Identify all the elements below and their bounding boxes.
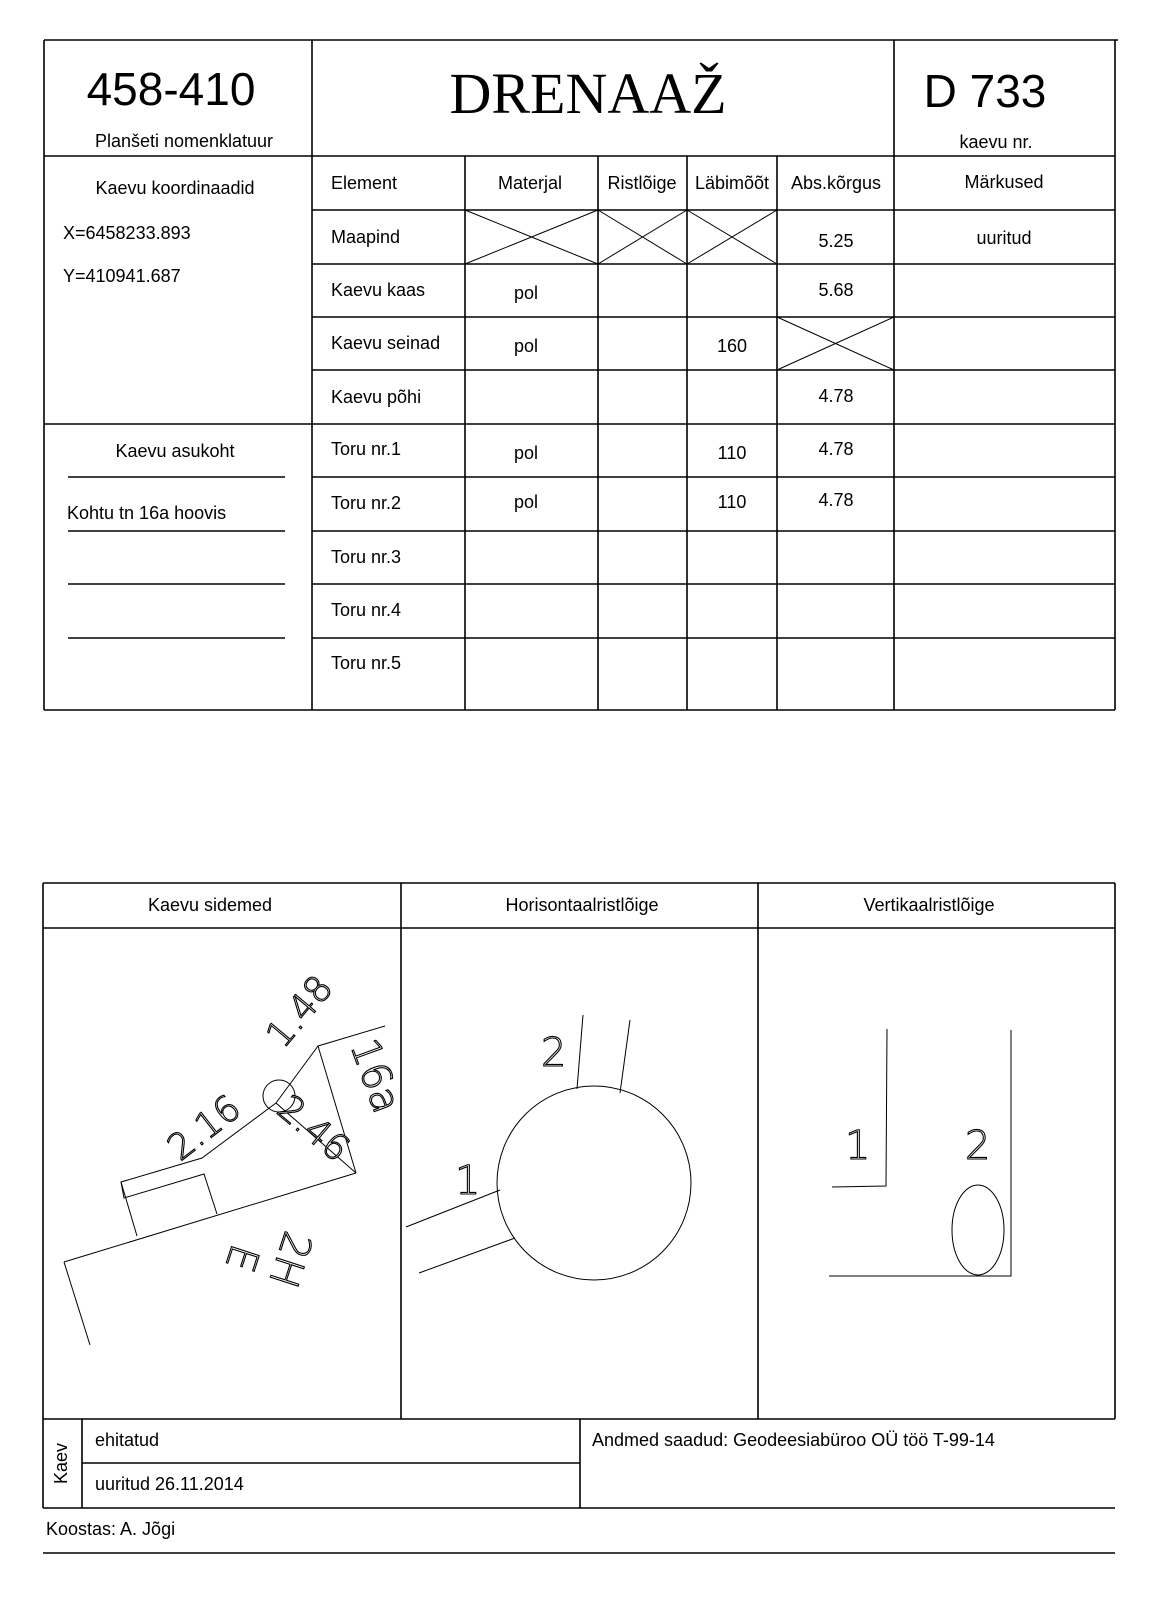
- row-labimoot: 110: [717, 443, 747, 463]
- footer-side-label: Kaev: [51, 1442, 71, 1484]
- row-materjal: pol: [513, 336, 539, 356]
- row-materjal: pol: [513, 283, 539, 303]
- column-header-ristloige: Ristlõige: [607, 173, 677, 193]
- row-element: Maapind: [331, 227, 401, 247]
- row-abs-korgus: 5.68: [818, 280, 854, 300]
- footer-author: Koostas: A. Jõgi: [46, 1519, 176, 1539]
- column-header-labimoot: Läbimõõt: [694, 173, 770, 193]
- row-element: Kaevu seinad: [331, 333, 441, 353]
- row-element: Toru nr.4: [331, 600, 402, 620]
- column-header-abs-korgus: Abs.kõrgus: [790, 173, 882, 193]
- row-element: Kaevu põhi: [331, 387, 422, 407]
- row-abs-korgus: 4.78: [818, 386, 854, 406]
- plansheet-label: Planšeti nomenklatuur: [94, 131, 274, 151]
- document-title: DRENAAŽ: [449, 61, 727, 126]
- row-element: Kaevu kaas: [331, 280, 426, 300]
- column-header-markused: Märkused: [964, 172, 1044, 192]
- row-materjal: pol: [513, 443, 539, 463]
- row-element: Toru nr.5: [331, 653, 402, 673]
- horizontal-section-header: Horisontaalristlõige: [505, 895, 659, 915]
- vertical-pipe-1-label: 1: [845, 1123, 871, 1169]
- footer-source: Andmed saadud: Geodeesiabüroo OÜ töö T-99-14: [592, 1430, 995, 1450]
- dim-label-3: 2.46: [269, 1087, 357, 1171]
- horizontal-pipe-2-label: 2: [541, 1030, 567, 1076]
- dim-label-2: 2.16: [160, 1087, 249, 1170]
- row-labimoot: 160: [716, 336, 748, 356]
- location-address: Kohtu tn 16a hoovis: [67, 503, 227, 523]
- row-element: Toru nr.3: [331, 547, 402, 567]
- vertical-pipe-2-label: 2: [965, 1123, 991, 1169]
- row-abs-korgus: 4.78: [818, 439, 854, 459]
- footer-built: ehitatud: [95, 1430, 160, 1450]
- plansheet-number: 458-410: [86, 63, 256, 115]
- well-id-label: kaevu nr.: [959, 132, 1033, 152]
- building-number-label: 16a: [340, 1032, 410, 1120]
- sidemed-sketch: [64, 1026, 385, 1345]
- building-material-label: E: [215, 1238, 268, 1278]
- coordinates-heading: Kaevu koordinaadid: [95, 178, 255, 198]
- row-materjal: pol: [513, 492, 539, 512]
- sidemed-header: Kaevu sidemed: [147, 895, 273, 915]
- column-header-materjal: Materjal: [497, 173, 563, 193]
- well-id: D 733: [923, 65, 1047, 117]
- row-markused: uuritud: [976, 228, 1032, 248]
- vertical-section-header: Vertikaalristlõige: [863, 895, 995, 915]
- building-type-label: 2H: [259, 1225, 321, 1293]
- column-header-element: Element: [331, 173, 398, 193]
- row-abs-korgus: 4.78: [818, 490, 854, 510]
- row-element: Toru nr.2: [331, 493, 402, 513]
- location-heading: Kaevu asukoht: [115, 441, 235, 461]
- horizontal-pipe-1-label: 1: [455, 1158, 481, 1204]
- row-labimoot: 110: [717, 492, 747, 512]
- row-element: Toru nr.1: [331, 439, 402, 459]
- footer-surveyed: uuritud 26.11.2014: [95, 1474, 244, 1494]
- coordinate-x: X=6458233.893: [63, 223, 191, 243]
- row-abs-korgus: 5.25: [818, 231, 854, 251]
- coordinate-y: Y=410941.687: [63, 266, 181, 286]
- dim-label-1: 1.48: [258, 968, 342, 1056]
